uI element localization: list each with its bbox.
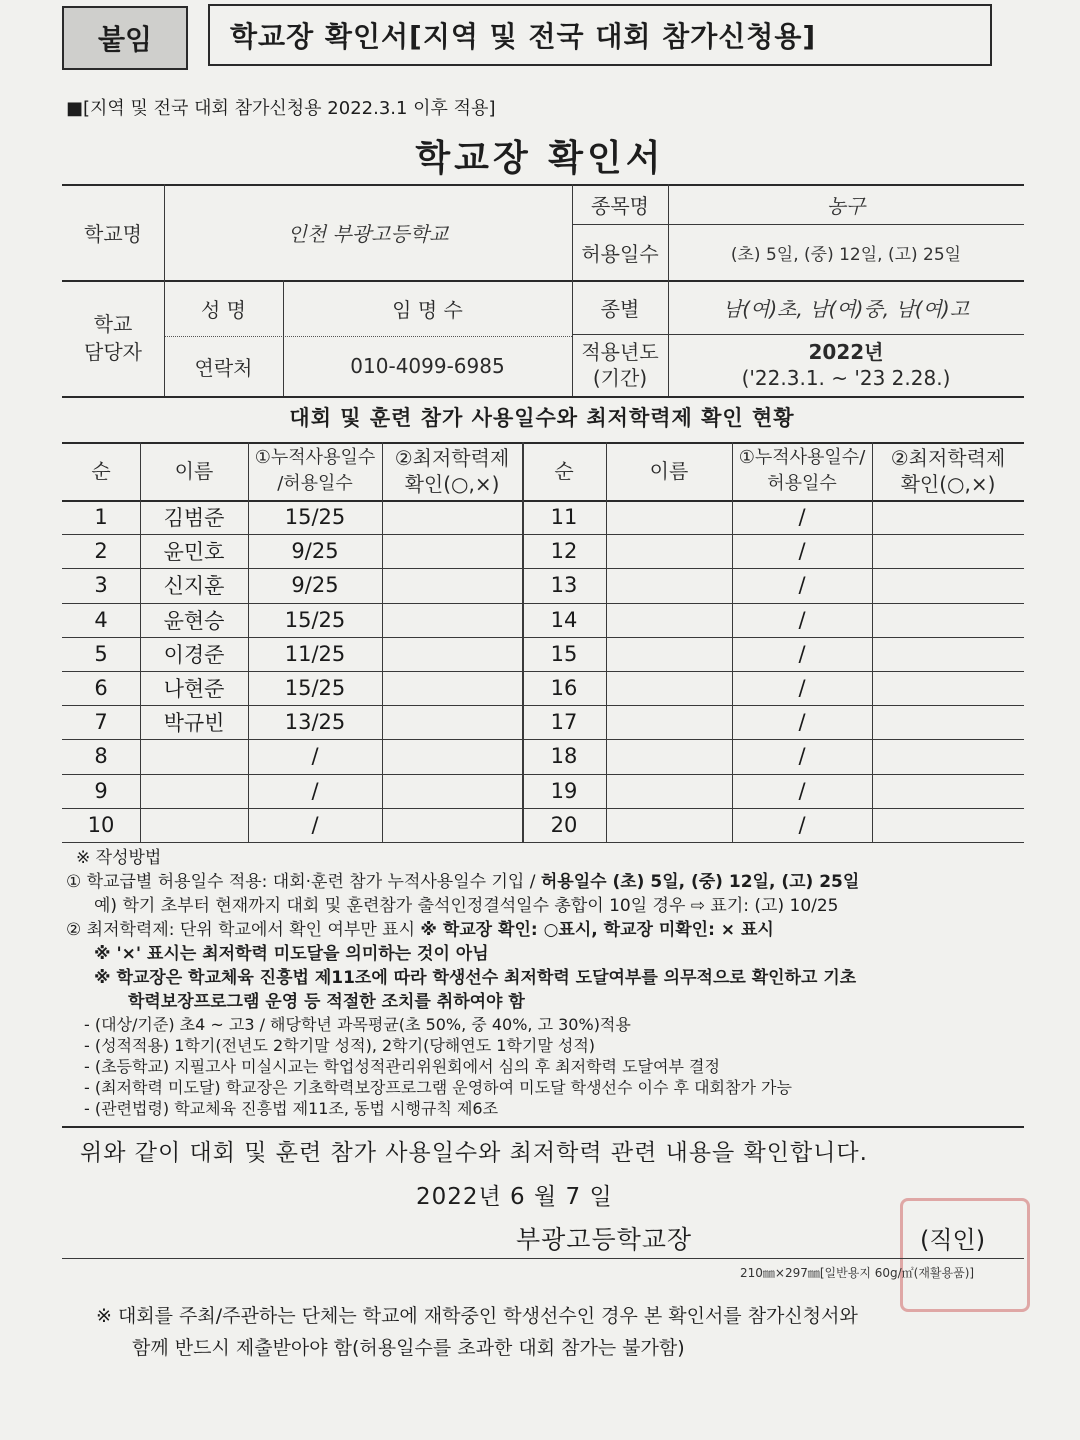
year-label-line1: 적용년도 (581, 340, 659, 364)
name-label: 성 명 (201, 297, 246, 322)
school-label: 학교명 (84, 221, 142, 246)
right-row-3-name (606, 568, 732, 602)
right-row-6-check (872, 671, 1024, 705)
detail-2: - (성적적용) 1학기(전년도 2학기말 성적), 2학기(당해연도 1학기말 성적) (84, 1036, 596, 1055)
right-row-10-no: 20 (550, 812, 578, 837)
right-row-5-no: 15 (550, 641, 578, 666)
manager-label-line1: 학교 (93, 312, 133, 336)
left-row-6-days: 15/25 (284, 676, 346, 701)
right-row-6-days: / (798, 676, 806, 701)
right-row-10-check (872, 808, 1024, 842)
notes-heading: ※ 작성방법 (76, 848, 162, 868)
footer-line-1: ※ 대회를 주최/주관하는 단체는 학교에 재학중인 학생선수인 경우 본 확인서를 참가신청서와 (96, 1305, 858, 1327)
right-row-1-check (872, 500, 1024, 534)
right-row-2-no: 12 (550, 539, 578, 564)
right-row-9-no: 19 (550, 778, 578, 803)
name-value: 임 명 수 (392, 297, 463, 322)
right-row-8-name (606, 739, 732, 773)
right-row-10-days: / (798, 812, 806, 837)
th-days-right-line2: 허용일수 (767, 473, 837, 494)
left-row-9-name (140, 774, 248, 808)
attachment-tag: 붙임 (62, 6, 188, 70)
note-3: ※ '×' 표시는 최저학력 미도달을 의미하는 것이 아님 (94, 944, 489, 964)
year-value-line2: ('22.3.1. ~ '23 2.28.) (741, 366, 951, 390)
school-value: 인천 부광고등학교 (287, 221, 449, 246)
left-row-7-no: 7 (94, 710, 108, 735)
footer-line-2: 함께 반드시 제출받아야 함(허용일수를 초과한 대회 참가는 불가함) (132, 1337, 685, 1359)
paper-spec: 210㎜×297㎜[일반용지 60g/㎡(재활용품)] (740, 1266, 975, 1280)
left-row-4-name: 윤현승 (163, 608, 225, 633)
right-row-2-name (606, 534, 732, 568)
th-days-right (732, 442, 872, 500)
issue-date: 2022년 6 월 7 일 (416, 1184, 613, 1210)
contact-value: 010-4099-6985 (350, 354, 505, 378)
left-row-8-check (382, 739, 522, 773)
left-row-10-no: 10 (87, 812, 115, 837)
th-no-right: 순 (554, 459, 574, 483)
right-row-5-name (606, 637, 732, 671)
left-row-6-no: 6 (94, 676, 108, 701)
year-label (572, 334, 668, 396)
note-2-text: ② 최저학력제: 단위 학교에서 확인 여부만 표시 (66, 920, 421, 940)
left-row-4-no: 4 (94, 607, 108, 632)
seal-label: (직인) (920, 1226, 986, 1254)
note-1-bold: 허용일수 (초) 5일, (중) 12일, (고) 25일 (540, 872, 860, 892)
left-row-3-no: 3 (94, 573, 108, 598)
left-row-5-name: 이경준 (163, 642, 225, 667)
th-academic-left (382, 442, 522, 500)
left-row-3-days: 9/25 (291, 573, 339, 598)
th-academic-right (872, 442, 1024, 500)
detail-3: - (초등학교) 지필고사 미실시교는 학업성적관리위원회에서 심의 후 최저학력 도달여부 결정 (84, 1057, 720, 1076)
left-row-5-no: 5 (94, 641, 108, 666)
right-row-9-check (872, 774, 1024, 808)
left-row-8-days: / (311, 744, 319, 769)
note-2-bold: ※ 학교장 확인: ○표시, 학교장 미확인: × 표시 (420, 920, 774, 940)
apply-note: ■[지역 및 전국 대회 참가신청용 2022.3.1 이후 적용] (66, 98, 496, 119)
manager-label-line2: 담당자 (84, 340, 142, 364)
right-row-4-no: 14 (550, 607, 578, 632)
right-row-1-no: 11 (550, 505, 578, 530)
right-row-6-name (606, 671, 732, 705)
right-row-9-name (606, 774, 732, 808)
sport-label: 종목명 (591, 193, 649, 218)
th-days-right-line1: ①누적사용일수/ (738, 447, 866, 468)
note-4b: 학력보장프로그램 운영 등 적절한 조치를 취하여야 함 (128, 992, 525, 1012)
left-row-8-no: 8 (94, 744, 108, 769)
right-row-2-days: / (798, 539, 806, 564)
left-row-6-check (382, 671, 522, 705)
left-row-1-no: 1 (94, 505, 108, 530)
principal-name: 부광고등학교장 (516, 1225, 693, 1254)
right-row-5-days: / (798, 641, 806, 666)
contact-label: 연락처 (194, 355, 253, 380)
left-row-7-check (382, 705, 522, 739)
th-no-left: 순 (91, 459, 111, 483)
confirmation-statement: 위와 같이 대회 및 훈련 참가 사용일수와 최저학력 관련 내용을 확인합니다. (80, 1140, 868, 1166)
detail-1: - (대상/기준) 초4 ~ 고3 / 해당학년 과목평균(초 50%, 중 40%, 고 30%)적용 (84, 1015, 631, 1034)
th-academic-right-line2: 확인(○,×) (900, 472, 996, 496)
note-4a: ※ 학교장은 학교체육 진흥법 제11조에 따라 학생선수 최저학력 도달여부를 의무적으로 확인하고 기초 (94, 968, 857, 988)
right-row-5-check (872, 637, 1024, 671)
left-row-10-check (382, 808, 522, 842)
left-row-1-check (382, 500, 522, 534)
left-row-2-name: 윤민호 (163, 540, 225, 565)
left-row-7-days: 13/25 (284, 710, 346, 735)
th-days-left-line1: ①누적사용일수 (254, 447, 376, 468)
left-row-8-name (140, 739, 248, 773)
manager-label (62, 280, 164, 396)
left-row-3-check (382, 568, 522, 602)
left-row-6-name: 나현준 (163, 677, 225, 702)
right-row-3-no: 13 (550, 573, 578, 598)
sport-value: 농구 (826, 193, 866, 218)
left-row-10-days: / (311, 812, 319, 837)
allowed-days-label: 허용일수 (581, 241, 659, 266)
th-academic-left-line2: 확인(○,×) (404, 472, 500, 496)
left-row-4-check (382, 603, 522, 637)
right-row-8-check (872, 739, 1024, 773)
left-row-2-days: 9/25 (291, 539, 339, 564)
right-row-7-days: / (798, 710, 806, 735)
year-value (668, 334, 1024, 396)
gender-label: 종별 (600, 296, 640, 321)
right-row-6-no: 16 (550, 676, 578, 701)
left-row-3-name: 신지훈 (163, 574, 225, 599)
status-title: 대회 및 훈련 참가 사용일수와 최저학력제 확인 현황 (289, 406, 795, 430)
gender-value: 남(여)초, 남(여)중, 남(여)고 (722, 296, 970, 321)
right-row-7-no: 17 (550, 710, 578, 735)
header-title: 학교장 확인서[지역 및 전국 대회 참가신청용] (208, 4, 992, 66)
left-row-5-check (382, 637, 522, 671)
official-seal (900, 1198, 1030, 1312)
right-row-3-days: / (798, 573, 806, 598)
note-1-text: ① 학교급별 허용일수 적용: 대회·훈련 참가 누적사용일수 기입 / (66, 872, 541, 892)
note-1 (66, 870, 1026, 894)
left-row-5-days: 11/25 (284, 641, 346, 666)
th-academic-left-line1: ②최저학력제 (394, 446, 510, 470)
note-2 (66, 918, 1026, 942)
right-row-1-name (606, 500, 732, 534)
detail-5: - (관련법령) 학교체육 진흥법 제11조, 동법 시행규칙 제6조 (84, 1099, 499, 1118)
right-row-4-name (606, 603, 732, 637)
right-row-4-days: / (798, 607, 806, 632)
right-row-8-days: / (798, 744, 806, 769)
right-row-2-check (872, 534, 1024, 568)
left-row-4-days: 15/25 (284, 607, 346, 632)
left-row-9-days: / (311, 778, 319, 803)
right-row-10-name (606, 808, 732, 842)
note-1-example: 예) 학기 초부터 현재까지 대회 및 훈련참가 출석인정결석일수 총합이 10일 경우 ⇨ 표기: (고) 10/25 (94, 896, 839, 916)
right-row-7-check (872, 705, 1024, 739)
instructions (66, 846, 1026, 1119)
year-label-line2: (기간) (592, 366, 648, 390)
document-title: 학교장 확인서 (415, 138, 665, 179)
right-row-9-days: / (798, 778, 806, 803)
left-row-9-check (382, 774, 522, 808)
right-row-1-days: / (798, 505, 806, 530)
left-row-10-name (140, 808, 248, 842)
left-row-2-no: 2 (94, 539, 108, 564)
right-row-4-check (872, 603, 1024, 637)
detail-4: - (최저학력 미도달) 학교장은 기초학력보장프로그램 운영하여 미도달 학생선수 이수 후 대회참가 가능 (84, 1078, 792, 1097)
allowed-days-value: (초) 5일, (중) 12일, (고) 25일 (730, 244, 962, 265)
th-name-left: 이름 (174, 459, 214, 483)
left-row-1-days: 15/25 (284, 505, 346, 530)
left-row-2-check (382, 534, 522, 568)
left-row-9-no: 9 (94, 778, 108, 803)
right-row-7-name (606, 705, 732, 739)
th-days-left-line2: /허용일수 (277, 473, 353, 494)
left-row-7-name: 박규빈 (163, 711, 225, 736)
left-row-1-name: 김범준 (163, 506, 225, 531)
th-academic-right-line1: ②최저학력제 (890, 446, 1006, 470)
th-days-left (248, 442, 382, 500)
footer-note (96, 1300, 858, 1364)
th-name-right: 이름 (649, 459, 689, 483)
right-row-8-no: 18 (550, 744, 578, 769)
right-row-3-check (872, 568, 1024, 602)
year-value-line1: 2022년 (808, 340, 884, 364)
